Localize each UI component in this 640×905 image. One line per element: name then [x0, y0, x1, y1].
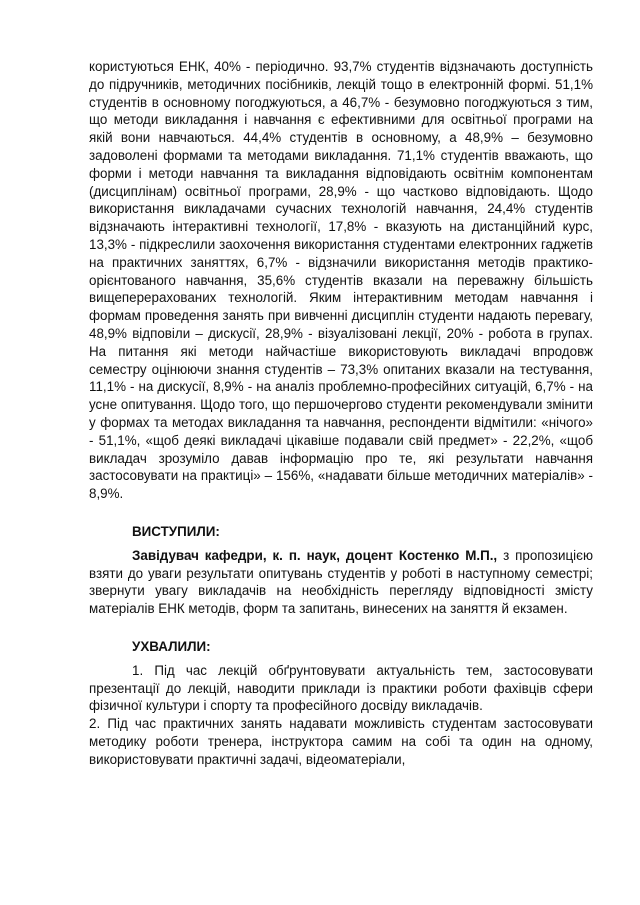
speaker-paragraph: [89, 547, 593, 618]
document-page: [89, 58, 593, 768]
resolution-item-2: 2. Під час практичних занять надавати можливість студентам застосовувати методику роботи тренера, інструктора самим на собі та один на одному, використовувати практичні задачі, відеоматеріали,: [89, 716, 593, 767]
speaker-text: з пропозицією взяти до уваги результати опитувань студентів у роботі в наступному семестрі; звернути увагу викладачів на необхідність перегляду відповідності змісту матеріалів ЕНК методів, форм та запитань, винесених на заняття й екзамен.: [89, 547, 593, 617]
speaker-name: Завідувач кафедри, к. п. наук, доцент Костенко М.П.,: [132, 547, 498, 563]
resolution-item-1: 1. Під час лекцій обґрунтовувати актуальність тем, застосовувати презентації до лекцій, наводити приклади із практики роботи фахівців сфери фізичної культури і спорту та професійного досвіду викладачів.: [89, 662, 593, 714]
body-paragraph: користуються ЕНК, 40% - періодично. 93,7% студентів відзначають доступність до підручників, методичних посібників, лекцій тощо в електронній формі. 51,1% студентів в основному погоджуються, а 46,7% - безумовно погоджуються з тим, що методи викладання і навчання є ефективними для освітньої програми на якій вони навчаються. 44,4% студентів в основному, а 48,9% – безумовно задоволені формами та методами викладання. 71,1% студентів вважають, що форми і методи навчання та викладання відповідають освітнім компонентам (дисциплінам) освітньої програми, 28,9% - що частково відповідають. Щодо використання викладачами сучасних технологій навчання, 24,4% студентів відзначають інтерактивні технології, 17,8% - вказують на дистанційний курс, 13,3% - підкреслили заохочення використання студентами електронних гаджетів на практичних заняттях, 6,7% - відзначили використання методів практико-орієнтованого навчання, 35,6% студентів вказали на переважну більшість вищеперерахованих технологій. Яким інтерактивним методам навчання і формам проведення занять при вивченні дисциплін студенти надають перевагу, 48,9% відповіли – дискусії, 28,9% - візуалізовані лекції, 20% - робота в групах. На питання які методи найчастіше використовують викладачі впродовж семестру оцінюючи знання студентів – 73,3% опитаних вказали на тестування, 11,1% - на дискусії, 8,9% - на аналіз проблемно-професійних ситуацій, 6,7% - на усне опитування. Щодо того, що першочергово студенти рекомендували змінити у формах та методах викладання та навчання, респонденти відмітили: «нічого» - 51,1%, «щоб деякі викладачі цікавіше подавали свій предмет» - 22,2%, «щоб викладач зрозуміло давав інформацію про те, які результати навчання застосовувати на практиці» – 156%, «надавати більше методичних матеріалів» - 8,9%.: [89, 59, 593, 502]
spoke-heading: ВИСТУПИЛИ:: [132, 523, 220, 539]
resolved-heading: УХВАЛИЛИ:: [132, 638, 211, 654]
